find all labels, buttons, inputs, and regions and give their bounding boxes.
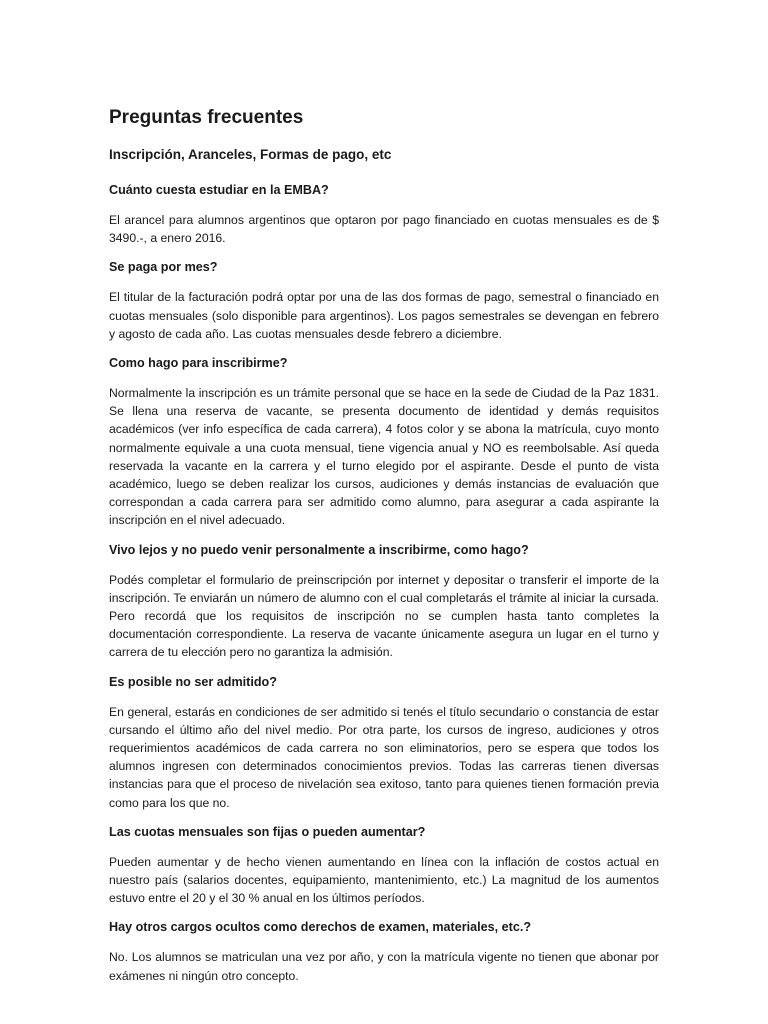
faq-item xyxy=(109,259,659,343)
faq-answer: El titular de la facturación podrá optar por una de las dos formas de pago, semestral o financiado en cuotas mensuales (solo disponible para argentinos). Los pagos semestrales se devengan en febrero y agosto de cada año. Las cuotas mensuales desde febrero a diciembre. xyxy=(109,290,659,341)
faq-answer: En general, estarás en condiciones de ser admitido si tenés el título secundario o constancia de estar cursando el último año del nivel medio. Por otra parte, los cursos de ingreso, audiciones y otros requerimientos académicos de cada carrera no son eliminatorios, pero se espera que todos los alumnos ingresen con determinados conocimientos previos. Todas las carreras tienen diversas instancias para que el proceso de nivelación sea exitoso, tanto para quienes tienen formación previa como para los que no. xyxy=(109,704,659,810)
faq-answer: Podés completar el formulario de preinscripción por internet y depositar o transferir el importe de la inscripción. Te enviarán un número de alumno con el cual completarás el trámite al iniciar la cursada. Pero recordá que los requisitos de inscripción no se cumplen hasta tanto completes la documentación correspondiente. La reserva de vacante únicamente asegura un lugar en el turno y carrera de tu elección pero no garantiza la admisión. xyxy=(109,572,659,660)
faq-question: Las cuotas mensuales son fijas o pueden aumentar? xyxy=(109,824,426,839)
page-title: Preguntas frecuentes xyxy=(109,107,304,128)
faq-item xyxy=(109,824,659,908)
faq-question: Cuánto cuesta estudiar en la EMBA? xyxy=(109,183,329,197)
page-subtitle: Inscripción, Aranceles, Formas de pago, etc xyxy=(109,147,392,162)
faq-answer: Pueden aumentar y de hecho vienen aumentando en línea con la inflación de costos actual en nuestro país (salarios docentes, equipamiento, mantenimiento, etc.) La magnitud de los aumentos estuvo entre el 20 y el 30 % anual en los últimos períodos. xyxy=(109,854,659,906)
faq-item xyxy=(109,542,659,662)
faq-answer: El arancel para alumnos argentinos que optaron por pago financiado en cuotas mensuales es de $ 3490.-, a enero 2016. xyxy=(109,213,659,246)
faq-question: Vivo lejos y no puedo venir personalmente a inscribirme, como hago? xyxy=(109,542,529,557)
faq-item xyxy=(109,674,659,812)
faq-question: Se paga por mes? xyxy=(109,260,218,275)
faq-question: Como hago para inscribirme? xyxy=(109,356,288,371)
faq-item xyxy=(109,182,659,247)
faq-answer: No. Los alumnos se matriculan una vez por año, y con la matrícula vigente no tienen que abonar por exámenes ni ningún otro concepto. xyxy=(109,950,659,983)
faq-item xyxy=(109,919,659,984)
faq-question: Es posible no ser admitido? xyxy=(109,674,277,689)
faq-question: Hay otros cargos ocultos como derechos de examen, materiales, etc.? xyxy=(109,920,532,935)
faq-item xyxy=(109,355,659,530)
faq-answer: Normalmente la inscripción es un trámite personal que se hace en la sede de Ciudad de la Paz 1831. Se llena una reserva de vacante, se presenta documento de identidad y demás requisitos académicos (ver info específica de cada carrera), 4 fotos color y se abona la matrícula, cuyo monto normalmente equivale a una cuota mensual, tiene vigencia anual y NO es reembolsable. Así queda reservada la vacante en la carrera y el turno elegido por el aspirante. Desde el punto de vista académico, luego se deben realizar los cursos, audiciones y demás instancias de evaluación que correspondan a cada carrera para ser admitido como alumno, para asegurar a cada aspirante la inscripción en el nivel adecuado. xyxy=(109,386,659,528)
